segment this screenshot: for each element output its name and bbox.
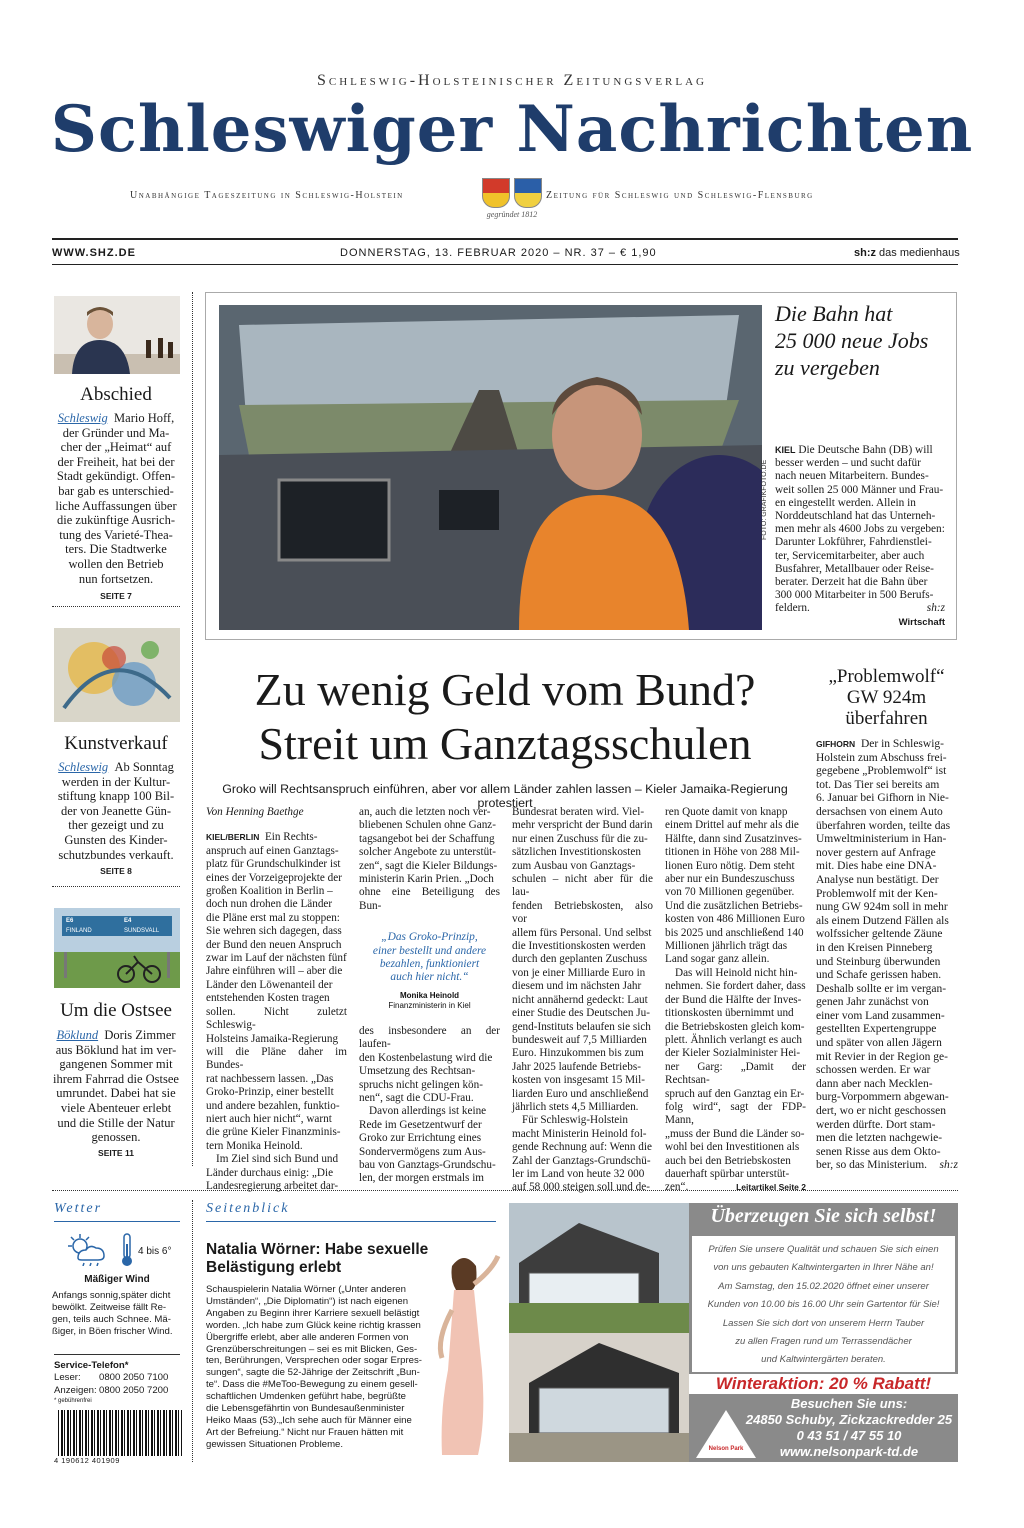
page-ref[interactable]: SEITE 7 bbox=[100, 591, 132, 601]
lead-col-3: Bundesrat beraten wird. Viel- mehr verspricht der Bund darin nur einen Zuschuss für die zu- sätzlichen Investitionskosten zum Ausbau von Ganztags- schulen – nicht aber für die lau- fenden Betriebskosten, also vor allem fürs Personal. Und selbst die Investitionskosten werden durch den geplanten Zuschuss von je einer Milliarde Euro in diesem und im nächsten Jahr nicht annähernd gedeckt: Laut einer Studie des Deutschen Ju- gend-Instituts belaufen sie sich bundesweit auf 7,5 Milliarden Euro. Hinzukommen bis zum Jahr 2025 laufende Betriebs- kosten von insgesamt 15 Mil- liarden Euro und anschließend jährlich stets 4,5 Milliarden. Für Schleswig-Holstein macht Ministerin Heinold fol- gende Rechnung auf: Wenn die Zahl der Ganztags-Grundschü- ler im Land von heute 32 000 auf 58 000 steigen soll und de- bbox=[512, 806, 653, 1194]
seitenblick-label: Seitenblick bbox=[206, 1201, 290, 1216]
page-ref[interactable]: SEITE 11 bbox=[98, 1148, 134, 1158]
barcode bbox=[58, 1410, 182, 1456]
ad-website[interactable]: www.nelsonpark-td.de bbox=[779, 1444, 919, 1459]
publisher-line: Schleswig-Holsteinischer Zeitungsverlag bbox=[317, 72, 707, 89]
lead-deck: Groko will Rechtsanspruch einführen, aber vor allem Länder zahlen lassen – Kieler Jamaika-Regierung protestiert bbox=[222, 782, 788, 810]
ad-headline: Überzeugen Sie sich selbst! bbox=[710, 1205, 937, 1227]
newspaper-title: Schleswiger Nachrichten bbox=[50, 92, 974, 167]
ad-promo: Winteraktion: 20 % Rabatt! bbox=[689, 1374, 958, 1394]
bahn-article: KIEL Die Deutsche Bahn (DB) will besser werden – und sucht dafür nach neuen Mitarbeitern. Bundes- weit sollen 25 000 Männer und Frau- en eingestellt werden. Allein in Norddeutschland hat das Unterneh- men mehr als 4600 Jobs zu vergeben: Darunter Lokführer, Fahrdienstlei- ter, Servicemitarbeiter, aber auch Busfahrer, Metallbauer oder Reise- berater. Derzeit hat die Bahn über 300 000 Mitarbeiter in 500 Berufs- feldern. sh:z Wirtschaft bbox=[775, 444, 945, 628]
photo-train-driver bbox=[219, 305, 762, 630]
ads-phone[interactable]: 0800 2050 7200 bbox=[99, 1384, 169, 1396]
portrait-image bbox=[54, 296, 180, 374]
sign-sundsvall: SUNDSVALL bbox=[124, 928, 160, 934]
issue-dateline: DONNERSTAG, 13. FEBRUAR 2020 – NR. 37 – € 1,90 bbox=[340, 247, 657, 259]
photo-bicycle bbox=[54, 908, 180, 988]
wintergarden-photos bbox=[509, 1203, 689, 1462]
bottom-divider bbox=[52, 1190, 958, 1191]
actress-photo bbox=[412, 1250, 502, 1460]
weather-forecast: Anfangs sonnig,später dicht bewölkt. Zeitweise fällt Re- gen, teils auch Schnee. Mä- ßiger, in Böen frischer Wind. bbox=[52, 1290, 173, 1337]
sign-e4: E4 bbox=[124, 918, 132, 924]
column-divider bbox=[192, 1200, 193, 1462]
seitenblick-headline: Natalia Wörner: Habe sexuelle Belästigung erlebt bbox=[206, 1241, 429, 1276]
reader-phone[interactable]: 0800 2050 7100 bbox=[99, 1372, 169, 1384]
photo-credit: FOTO: GRAFIKFOTO.DE bbox=[761, 459, 768, 540]
pull-quote: „Das Groko-Prinzip, einer bestellt und andere bezahlen, funktioniert auch hier nicht.“ Monika Heinold Finanzministerin in Kiel bbox=[372, 931, 487, 1010]
seitenblick-label-rule bbox=[206, 1221, 496, 1222]
teaser-head-ostsee: Um die Ostsee bbox=[60, 1000, 172, 1021]
train-cab-image bbox=[219, 305, 762, 630]
bahn-headline: Die Bahn hat 25 000 neue Jobs zu vergeben bbox=[775, 301, 929, 380]
seitenblick-text: Schauspielerin Natalia Wörner („Unter anderen Umständen“, „Die Diplomatin“) ist nach eigenen Angaben zu Beginn ihrer Karriere sexuell belästigt worden. „Ich habe zum Glück keine richtig krassen Übergriffe erlebt, aber alle anderen Formen von Grenzüberschreitungen – sei es mit Blicken, Ges- ten, Berührungen, Versprechen oder sogar Erpres- sungen“, sagte die 52-Jährige der Zeitschrift „Bun- te“. Dass die #MeToo-Bewegung zu einem gesell- schaftlichen Umdenken geführt habe, begrüßte die Lebensgefährtin von Bundesaußenminister Heiko Maas (53).„Ich sehe auch für Männer eine Art der Befreiung.“ Nicht nur Frauen hätten mit gewissen Situationen Probleme. bbox=[206, 1284, 422, 1450]
teaser-kicker[interactable]: Böklund bbox=[56, 1028, 99, 1042]
page-ref[interactable]: SEITE 8 bbox=[100, 866, 132, 876]
masthead-rule bbox=[52, 238, 958, 240]
coat-of-arms-icon bbox=[482, 178, 510, 208]
service-rule bbox=[54, 1354, 180, 1355]
photo-mario-hoff bbox=[54, 296, 180, 374]
leitartikel-link[interactable]: Leitartikel Seite 2 bbox=[736, 1182, 806, 1193]
barcode-number: 4 190612 401909 bbox=[54, 1456, 120, 1465]
sun-cloud-rain-icon bbox=[64, 1232, 108, 1266]
ad-phone[interactable]: 0 43 51 / 47 55 10 bbox=[796, 1428, 902, 1443]
city-crest-icon bbox=[514, 178, 542, 208]
teaser-text-kunstverkauf: Schleswig Ab Sonntag werden in der Kultur- stiftung knapp 100 Bil- der von Jeanette Gün- ther gezeigt und zu Gunsten des Kinder- schutzbundes verkauft. bbox=[57, 760, 175, 862]
wolf-headline: „Problemwolf“ GW 924m überfahren bbox=[828, 666, 945, 729]
website-link[interactable]: WWW.SHZ.DE bbox=[52, 247, 136, 259]
lead-col-4: ren Quote damit von knapp einem Drittel auf mehr als die Hälfte, dann sind Zusatzinves- titionen in Höhe von 288 Mil- lionen Euro nötig. Dem steht aber nur ein Bundeszuschuss von 70 Millionen gegenüber. Und die zusätzlichen Betriebs- kosten von 486 Millionen Euro bis 2025 und anschließend 140 Millionen jährlich trägt das Land sogar ganz allein. Das will Heinold nicht hin- nehmen. Sie fordert daher, dass der Bund die Hälfte der Inves- titionskosten übernimmt und die Betriebskosten gleich kom- plett. Ähnlich verlangt es auch der Kieler Sozialminister Hei- ner Garg: „Damit der Rechtsan- spruch auf den Ganztag ein Er- folg wird“, sagt der FDP-Mann, „muss der Bund die Länder so- wohl bei den Investitionen als auch bei den Betriebskosten dauerhaft spürbar unterstüt- zen“. Leitartikel Seite 2 bbox=[665, 806, 806, 1194]
thermometer-icon bbox=[120, 1232, 134, 1268]
masthead-subline-left: Unabhängige Tageszeitung in Schleswig-Holstein bbox=[130, 190, 404, 201]
teaser-head-abschied: Abschied bbox=[80, 384, 152, 405]
masthead-subline-right: Zeitung für Schleswig und Schleswig-Flensburg bbox=[546, 190, 814, 201]
ad-logo-text: Nelson Park bbox=[708, 1446, 744, 1452]
teaser-kicker[interactable]: Schleswig bbox=[58, 760, 109, 774]
wind-summary: Mäßiger Wind bbox=[84, 1274, 150, 1285]
teaser-head-kunstverkauf: Kunstverkauf bbox=[64, 733, 168, 754]
teaser-text-ostsee: Böklund Doris Zimmer aus Böklund hat im ver- gangenen Sommer mit ihrem Fahrrad die Ostsee umrundet. Dabei hat sie viele Abenteuer erlebt und die Stille der Natur genossen. bbox=[52, 1028, 179, 1145]
section-link-wirtschaft[interactable]: Wirtschaft bbox=[898, 616, 945, 628]
dateline-rule bbox=[52, 264, 958, 265]
weather-label: Wetter bbox=[54, 1201, 103, 1216]
painting-image bbox=[54, 628, 180, 722]
lead-col-1: Von Henning Baethge KIEL/BERLIN Ein Rechts- anspruch auf einen Ganztags- platz für Grundschulkinder ist eines der Vorzeigeprojekte der großen Koalition in Berlin – doch nun drohen die Länder die Pläne erst mal zu stoppen: Sie wehren sich dagegen, dass der Bund den neuen Anspruch zwar im Lauf der nächsten fünf Jahre einführen will – aber die Länder den Löwenanteil der entstehenden Kosten tragen sollen. Nicht zuletzt Schleswig- Holsteins Jamaika-Regierung will die Pläne daher im Bundes- rat nachbessern lassen. „Das Groko-Prinzip, einer bestellt und andere bezahlen, funktio- niert auch hier nicht“, warnt die grüne Kieler Finanzminis- tern Monika Heinold. Im Ziel sind sich Bund und Länder durchaus einig: „Die Landesregierung arbeitet dar- bbox=[206, 806, 347, 1192]
temperature: 4 bis 6° bbox=[138, 1246, 172, 1257]
lead-headline: Zu wenig Geld vom Bund? Streit um Ganztagsschulen bbox=[254, 664, 756, 769]
divider bbox=[52, 606, 180, 607]
publisher-brand: sh:z das medienhaus bbox=[854, 247, 960, 259]
wolf-article: GIFHORN Der in Schleswig- Holstein zum Abschuss frei- gegebene „Problemwolf“ ist tot. Das Tier sei bereits am 6. Januar bei Gifhorn in Nie- dersachsen von einem Auto überfahren worden, teilte das Umweltministerium in Han- nover gestern auf Anfrage mit. Dies habe eine DNA- Analyse nun bestätigt. Der Problemwolf mit der Ken- nung GW 924m soll in mehr als einem Dutzend Fällen als wolfssicher geltende Zäune in den Kreisen Pinneberg und Steinburg überwunden und Schafe gerissen haben. Deshalb sollte er im vergan- genen Jahr zunächst von einer vom Land zusammen- gestellten Expertengruppe und später von allen Jägern mit Revier in der Region ge- schossen werden. Er war dann aber nach Mecklen- burg-Vorpommern abgewan- dert, wo er nicht geschossen werden dürfte. Dort stam- men die letzten nachgewie- senen Risse aus dem Okto- ber, so das Ministerium. sh:z bbox=[816, 738, 958, 1172]
column-divider bbox=[192, 292, 193, 1166]
service-phones: Service-Telefon* Leser: 0800 2050 7100 Anzeigen: 0800 2050 7200 * gebührenfrei bbox=[54, 1360, 169, 1405]
divider bbox=[52, 886, 180, 887]
lead-col-2: an, auch die letzten noch ver- bliebenen Schulen ohne Ganz- tagsangebot bei der Schaffung solcher Angebote zu unterstüt- zen“, sagt die Kieler Bildungs- ministerin Karin Prien. „Doch ohne eine Beteiligung des Bun- „Das Groko-Prinzip, einer bestellt und andere bezahlen, funktioniert auch hier nicht.“ Monika Heinold Finanzministerin in Kiel des insbesondere an der laufen- den Kostenbelastung wird die Umsetzung des Rechtsan- spruchs nicht gelingen kön- nen“, sagt die CDU-Frau. Davon allerdings ist keine Rede im Gesetzentwurf der Groko zur Errichtung eines Sondervermögens zum Aus- bau von Ganztags-Grundschu- len, der morgen erstmals im bbox=[359, 806, 500, 1185]
ad-info-text: Prüfen Sie unsere Qualität und schauen Sie sich einen von uns gebauten Kaltwintergarten in Ihrer Nähe an! Am Samstag, den 15.02.2020 öffnet einer unserer Kunden von 10.00 bis 16.00 Uhr sein Gartentor für Sie! Lassen Sie sich dort von unserem Herrn Tauber zu allen Fragen rund um Terrassendächer und Kaltwintergärten beraten. bbox=[707, 1244, 940, 1366]
ad-contact: Besuchen Sie uns: 24850 Schuby, Zickzackredder 25 0 43 51 / 47 55 10 www.nelsonpark-td.de bbox=[740, 1396, 958, 1460]
photo-artwork bbox=[54, 628, 180, 722]
teaser-kicker[interactable]: Schleswig bbox=[57, 411, 108, 425]
sign-finland: FINLAND bbox=[66, 928, 92, 934]
founded-note: gegründet 1812 bbox=[486, 210, 538, 219]
byline: Von Henning Baethge bbox=[206, 806, 304, 818]
weather-label-rule bbox=[54, 1221, 180, 1222]
teaser-text-abschied: Schleswig Mario Hoff, der Gründer und Ma- cher der „Heimat“ auf der Freiheit, hat bei der Stadt gekündigt. Offen- bar gab es unterschied- liche Auffassungen über die zukünftige Ausrich- tung des Varieté-Thea- ters. Die Stadtwerke wollen den Betrieb nun fortsetzen. bbox=[55, 411, 177, 586]
sign-e6: E6 bbox=[66, 918, 74, 924]
